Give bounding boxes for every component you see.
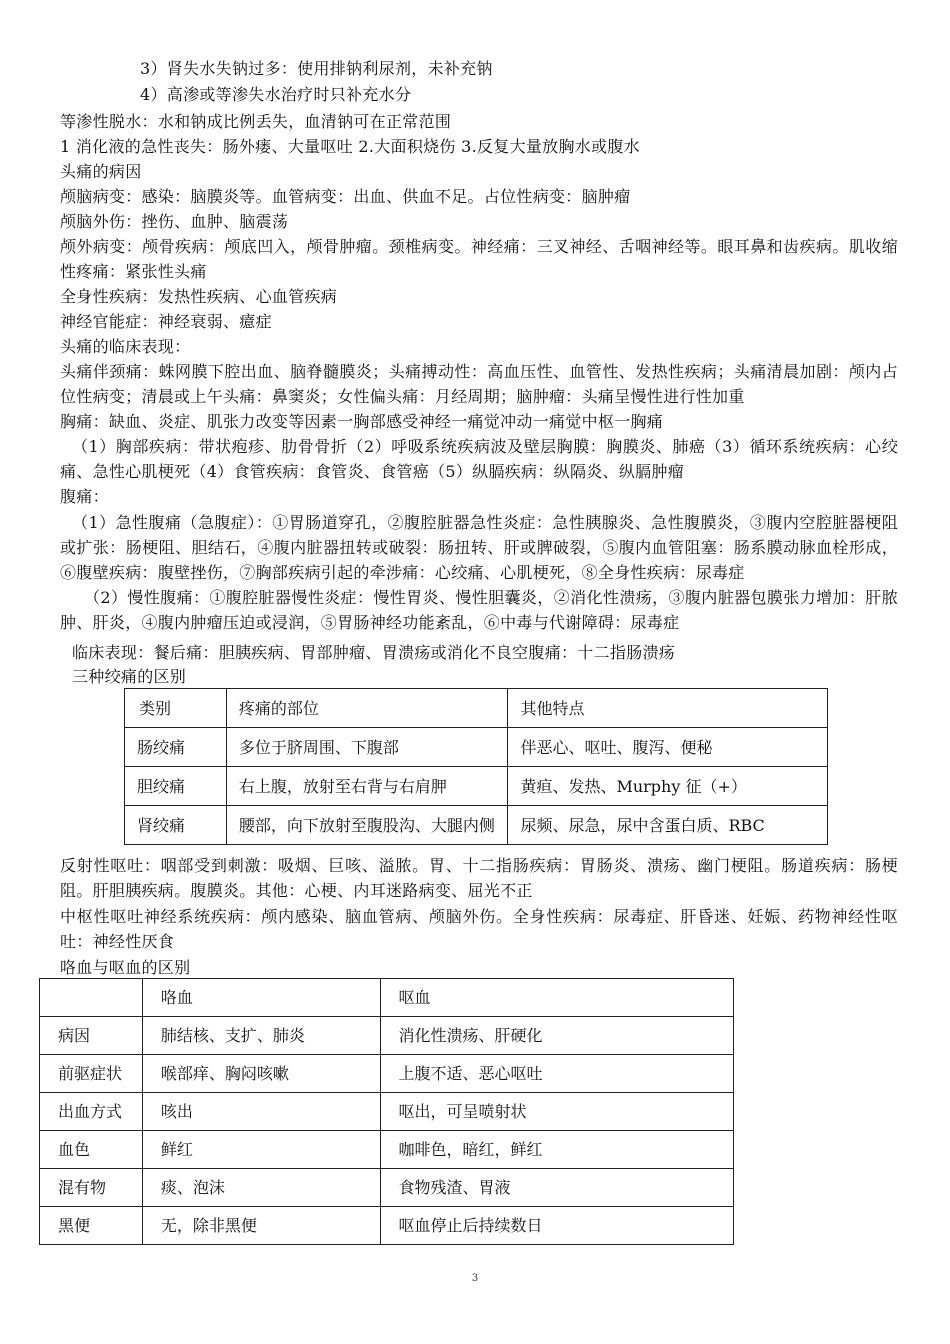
table-cell: 痰、泡沫 <box>142 1169 380 1207</box>
paragraph: 颅脑外伤：挫伤、血肿、脑震荡 <box>60 212 289 231</box>
table-row <box>40 1207 734 1245</box>
table-cell: 呕出，可呈喷射状 <box>380 1093 733 1131</box>
table-row <box>40 1131 734 1169</box>
table-cell: 伴恶心、呕吐、腹泻、便秘 <box>508 728 828 767</box>
table-row <box>40 1055 734 1093</box>
table-cell: 鲜红 <box>142 1131 380 1169</box>
table-row <box>40 1093 734 1131</box>
table-cell: 肺结核、支扩、肺炎 <box>142 1017 380 1055</box>
paragraph: （1）胸部疾病：带状疱疹、肋骨骨折（2）呼吸系统疾病波及壁层胸膜：胸膜炎、肺癌（3）循环系统疾病：心绞痛、急性心肌梗死（4）食管疾病：食管炎、食管癌（5）纵膈疾病：纵隔炎、纵膈肿瘤 <box>60 437 898 481</box>
table-header-cell: 咯血 <box>142 979 380 1017</box>
paragraph: 颅外病变：颅骨疾病：颅底凹入，颅骨肿瘤。颈椎病变。神经痛：三叉神经、舌咽神经等。眼耳鼻和齿疾病。肌收缩性疼痛：紧张性头痛 <box>60 237 898 281</box>
table-cell: 出血方式 <box>40 1093 143 1131</box>
table-cell: 尿频、尿急，尿中含蛋白质、RBC <box>508 806 828 845</box>
paragraph: 1 消化液的急性丧失：肠外瘘、大量呕吐 2.大面积烧伤 3.反复大量放胸水或腹水 <box>60 137 640 156</box>
paragraph: 颅脑病变：感染：脑膜炎等。血管病变：出血、供血不足。占位性病变：脑肿瘤 <box>60 187 631 206</box>
table-caption: 咯血与呕血的区别 <box>60 958 191 977</box>
paragraph: 头痛伴颈痛：蛛网膜下腔出血、脑脊髓膜炎；头痛搏动性：高血压性、血管性、发热性疾病；头痛清晨加剧：颅内占位性病变；清晨或上午头痛：鼻窦炎；女性偏头痛：月经周期；脑肿瘤：头痛呈慢性进行性加重 <box>60 362 898 406</box>
table-cell: 黑便 <box>40 1207 143 1245</box>
table-header-cell: 疼痛的部位 <box>226 689 508 728</box>
paragraph: 中枢性呕吐神经系统疾病：颅内感染、脑血管病、颅脑外伤。全身性疾病：尿毒症、肝昏迷、妊娠、药物神经性呕吐：神经性厌食 <box>60 907 898 951</box>
paragraph: 全身性疾病：发热性疾病、心血管疾病 <box>60 287 338 306</box>
page-number: 3 <box>471 1273 479 1284</box>
table-row <box>125 806 828 845</box>
table-row <box>125 767 828 806</box>
table-cell: 右上腹，放射至右背与右肩胛 <box>226 767 508 806</box>
table-cell: 上腹不适、恶心呕吐 <box>380 1055 733 1093</box>
paragraph: （1）急性腹痛（急腹症）：①胃肠道穿孔，②腹腔脏器急性炎症：急性胰腺炎、急性腹膜炎，③腹内空腔脏器梗阻或扩张：肠梗阻、胆结石，④腹内脏器扭转或破裂：肠扭转、肝或脾破裂，⑤腹内血管阻塞：肠系膜动脉血栓形成，⑥腹壁疾病：腹壁挫伤，⑦胸部疾病引起的牵涉痛：心绞痛、心肌梗死，⑧全身性疾病：尿毒症 <box>60 513 898 582</box>
table-row <box>40 1169 734 1207</box>
table-cell: 胆绞痛 <box>125 767 227 806</box>
table-cell: 血色 <box>40 1131 143 1169</box>
paragraph: 等渗性脱水：水和钠成比例丢失，血清钠可在正常范围 <box>60 112 452 131</box>
table-caption: 三种绞痛的区别 <box>72 667 187 686</box>
paragraph: 胸痛：缺血、炎症、肌张力改变等因素一胸部感受神经一痛觉冲动一痛觉中枢一胸痛 <box>60 412 664 431</box>
table-header-row <box>125 689 828 728</box>
table-header-cell: 类别 <box>125 689 227 728</box>
hemoptysis-hematemesis-table <box>39 978 734 1245</box>
paragraph: 临床表现：餐后痛：胆胰疾病、胃部肿瘤、胃溃疡或消化不良空腹痛：十二指肠溃疡 <box>72 643 676 662</box>
table-cell: 肾绞痛 <box>125 806 227 845</box>
section-heading: 头痛的临床表现： <box>60 337 191 356</box>
table-cell: 混有物 <box>40 1169 143 1207</box>
table-header-cell: 呕血 <box>380 979 733 1017</box>
table-cell: 食物残渣、胃液 <box>380 1169 733 1207</box>
list-item-3: 3）肾失水失钠过多：使用排钠利尿剂，未补充钠 <box>140 59 493 78</box>
paragraph: 神经官能症：神经衰弱、癔症 <box>60 312 272 331</box>
table-cell: 黄疸、发热、Murphy 征（+） <box>508 767 828 806</box>
table-cell: 无，除非黑便 <box>142 1207 380 1245</box>
paragraph: 反射性呕吐：咽部受到刺激：吸烟、巨咳、溢脓。胃、十二指肠疾病：胃肠炎、溃疡、幽门梗阻。肠道疾病：肠梗阻。肝胆胰疾病。腹膜炎。其他：心梗、内耳迷路病变、屈光不正 <box>60 856 898 900</box>
table-cell: 消化性溃疡、肝硬化 <box>380 1017 733 1055</box>
paragraph: （2）慢性腹痛：①腹腔脏器慢性炎症：慢性胃炎、慢性胆囊炎，②消化性溃疡，③腹内脏器包膜张力增加：肝脓肿、肝炎，④腹内肿瘤压迫或浸润，⑤胃肠神经功能紊乱，⑥中毒与代谢障碍：尿毒症 <box>60 588 898 632</box>
table-cell: 咖啡色，暗红，鲜红 <box>380 1131 733 1169</box>
table-header-cell <box>40 979 143 1017</box>
table-cell: 喉部痒、胸闷咳嗽 <box>142 1055 380 1093</box>
section-heading: 腹痛： <box>60 487 109 506</box>
table-cell: 咳出 <box>142 1093 380 1131</box>
table-header-cell: 其他特点 <box>508 689 828 728</box>
colic-comparison-table <box>124 688 828 845</box>
section-heading: 头痛的病因 <box>60 162 142 181</box>
table-cell: 前驱症状 <box>40 1055 143 1093</box>
table-cell: 肠绞痛 <box>125 728 227 767</box>
table-cell: 腰部，向下放射至腹股沟、大腿内侧 <box>226 806 508 845</box>
table-cell: 多位于脐周围、下腹部 <box>226 728 508 767</box>
list-item-4: 4）高渗或等渗失水治疗时只补充水分 <box>140 85 412 104</box>
table-header-row <box>40 979 734 1017</box>
table-row <box>40 1017 734 1055</box>
table-row <box>125 728 828 767</box>
table-cell: 呕血停止后持续数日 <box>380 1207 733 1245</box>
table-cell: 病因 <box>40 1017 143 1055</box>
